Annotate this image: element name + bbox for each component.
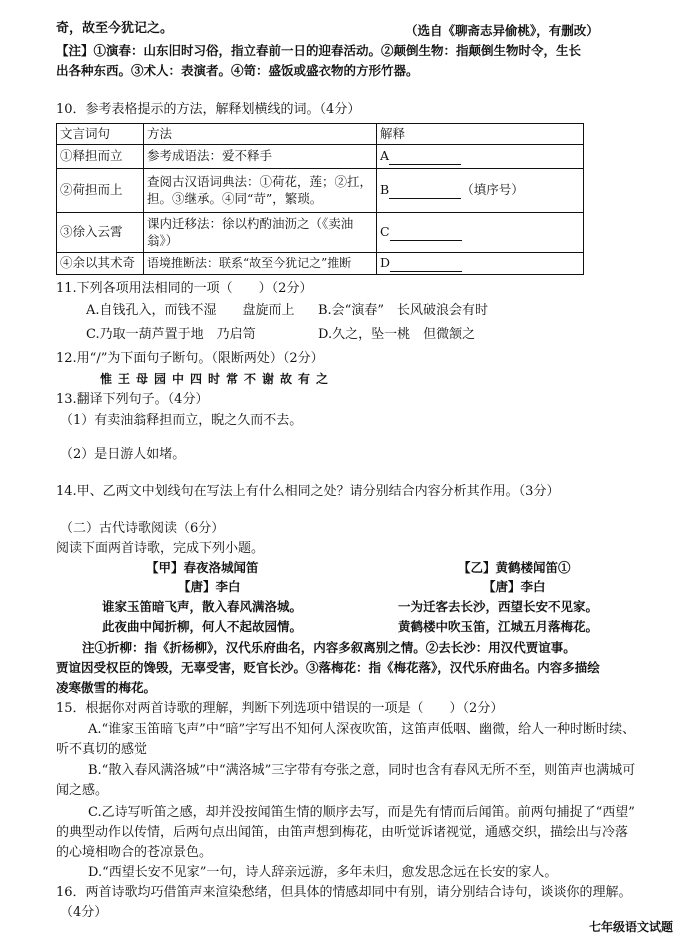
q13-sentence-1: （1）有卖油翁释担而立，睨之久而不去。: [60, 413, 303, 428]
answer-prefix: A: [380, 148, 390, 164]
answer-blank[interactable]: [390, 259, 462, 272]
q11-stem: 11.下列各项用法相同的一项（ ）（2分）: [56, 281, 313, 296]
q11-option-d[interactable]: D.久之，坠一桃 但微颔之: [318, 327, 476, 342]
answer-blank[interactable]: [389, 152, 461, 165]
source-citation: （选自《聊斋志异偷桃》，有删改）: [405, 23, 599, 38]
poem-yi-line-1: 一为迁客去长沙，西望长安不见家。: [398, 599, 599, 614]
poem-jia-line-1: 谁家玉笛暗飞声，散入春风满洛城。: [102, 599, 303, 614]
q11-option-c[interactable]: C.乃取一葫芦置于地 乃启笥: [86, 327, 256, 342]
method-cell: 查阅古汉语词典法：①荷花，莲；②扛，担。③继承。④同“苛”，繁琐。: [144, 169, 377, 213]
table-row: [57, 169, 584, 213]
q11-option-b[interactable]: B.会“演春” 长风破浪会有时: [318, 303, 488, 318]
answer-hint: （填序号）: [461, 182, 524, 198]
answer-prefix: B: [380, 182, 390, 198]
header-answer: 解释: [377, 124, 584, 145]
header-phrase: 文言词句: [57, 124, 144, 145]
poem-yi-title: 【乙】黄鹤楼闻笛①: [458, 560, 571, 575]
q10-stem: 10．参考表格提示的方法，解释划横线的词。（4分）: [56, 102, 361, 117]
poem-jia-line-2: 此夜曲中闻折柳，何人不起故园情。: [102, 619, 303, 634]
answer-blank[interactable]: [389, 186, 461, 199]
q15-option-c-2: 的典型动作以传情，后两句点出闻笛，由笛声想到梅花，由听觉诉诸视觉，通感交织，描绘出与冷落: [56, 825, 629, 840]
annotation-line-1: 【注】①演春：山东旧时习俗，指立春前一日的迎春活动。②颠倒生物：指颠倒生物时令，生长: [56, 43, 582, 58]
method-cell: 语境推断法：联系“故至今犹记之”推断: [144, 253, 377, 275]
answer-prefix: D: [380, 255, 391, 271]
poem-jia-author: 【唐】李白: [178, 579, 241, 594]
table-row: [57, 253, 584, 275]
phrase-cell: ④余以其术奇: [57, 253, 144, 275]
q14-stem: 14.甲、乙两文中划线句在写法上有什么相同之处？请分别结合内容分析其作用。（3分）: [56, 484, 560, 499]
poem-note-1: 注①折柳：指《折杨柳》，汉代乐府曲名，内容多叙离别之情。②去长沙：用汉代贾谊事。: [82, 640, 576, 655]
method-cell: 参考成语法：爱不释手: [144, 145, 377, 169]
q16-stem-1: 16．两首诗歌均巧借笛声来渲染愁绪，但具体的情感却同中有别，请分别结合诗句，谈谈你的理解。: [56, 885, 632, 900]
q12-sentence: 惟王母园中四时常不谢故有之: [100, 372, 335, 386]
q10-table: [56, 123, 584, 275]
q15-option-b-1[interactable]: B.“散入春风满洛城”中“满洛城”三字带有夸张之意，同时也含有春风无所不至，则笛声也满城可: [88, 763, 636, 778]
passage-end-line: 奇，故至今犹记之。: [56, 21, 174, 36]
answer-cell[interactable]: [377, 253, 584, 275]
answer-cell[interactable]: [377, 169, 584, 213]
phrase-cell: ②荷担而上: [57, 169, 144, 213]
method-cell: 课内迁移法：徐以杓酌油沥之（《卖油翁》）: [144, 213, 377, 253]
q12-stem: 12.用“/”为下面句子断句。（限断两处）（2分）: [56, 351, 324, 366]
q15-option-a-1[interactable]: A.“谁家玉笛暗飞声”中“暗”字写出不知何人深夜吹笛，这笛声低咽、幽微，给人一种时断时续、: [88, 722, 636, 737]
poem-jia-title: 【甲】春夜洛城闻笛: [146, 560, 259, 575]
table-row: [57, 213, 584, 253]
annotation-line-2: 出各种东西。③术人：表演者。④笥：盛饭或盛衣物的方形竹器。: [56, 63, 419, 78]
q15-option-c-3: 的心境相吻合的苍凉景色。: [56, 845, 213, 860]
answer-cell[interactable]: [377, 145, 584, 169]
poem-note-3: 凌寒傲雪的梅花。: [56, 680, 157, 695]
answer-prefix: C: [380, 224, 390, 240]
q15-option-b-2: 闻之感。: [56, 783, 109, 798]
page-footer: 七年级语文试题: [588, 919, 673, 934]
answer-cell[interactable]: [377, 213, 584, 253]
q15-option-d[interactable]: D.“西望长安不见家”一句，诗人辞亲远游，多年未归，愈发思念远在长安的家人。: [88, 865, 558, 880]
q15-stem: 15．根据你对两首诗歌的理解，判断下列选项中错误的一项是（ ）（2分）: [56, 701, 504, 716]
header-method: 方法: [144, 124, 377, 145]
section2-title: （二）古代诗歌阅读（6分）: [60, 521, 225, 536]
q13-sentence-2: （2）是日游人如堵。: [60, 447, 186, 462]
table-row: [57, 145, 584, 169]
q15-option-c-1[interactable]: C.乙诗写听笛之感，却并没按闻笛生情的顺序去写，而是先有情而后闻笛。前两句捕捉了“西望”: [88, 805, 635, 820]
poem-note-2: 贾谊因受权臣的馋毁，无辜受害，贬官长沙。③落梅花：指《梅花落》，汉代乐府曲名。内容多描绘: [56, 660, 600, 675]
poem-yi-author: 【唐】李白: [483, 579, 546, 594]
phrase-cell: ③徐入云霄: [57, 213, 144, 253]
section2-intro: 阅读下面两首诗歌，完成下列小题。: [56, 541, 265, 556]
poem-yi-line-2: 黄鹤楼中吹玉笛，江城五月落梅花。: [398, 619, 599, 634]
q11-option-a[interactable]: A.自钱孔入，而钱不湿 盘旋而上: [86, 303, 295, 318]
q13-stem: 13.翻译下列句子。（4分）: [56, 392, 209, 407]
q10-table-header: [57, 124, 584, 145]
q16-stem-2: （4分）: [60, 905, 108, 920]
q15-option-a-2: 听不真切的感觉: [56, 742, 148, 757]
phrase-cell: ①释担而立: [57, 145, 144, 169]
answer-blank[interactable]: [390, 228, 462, 241]
